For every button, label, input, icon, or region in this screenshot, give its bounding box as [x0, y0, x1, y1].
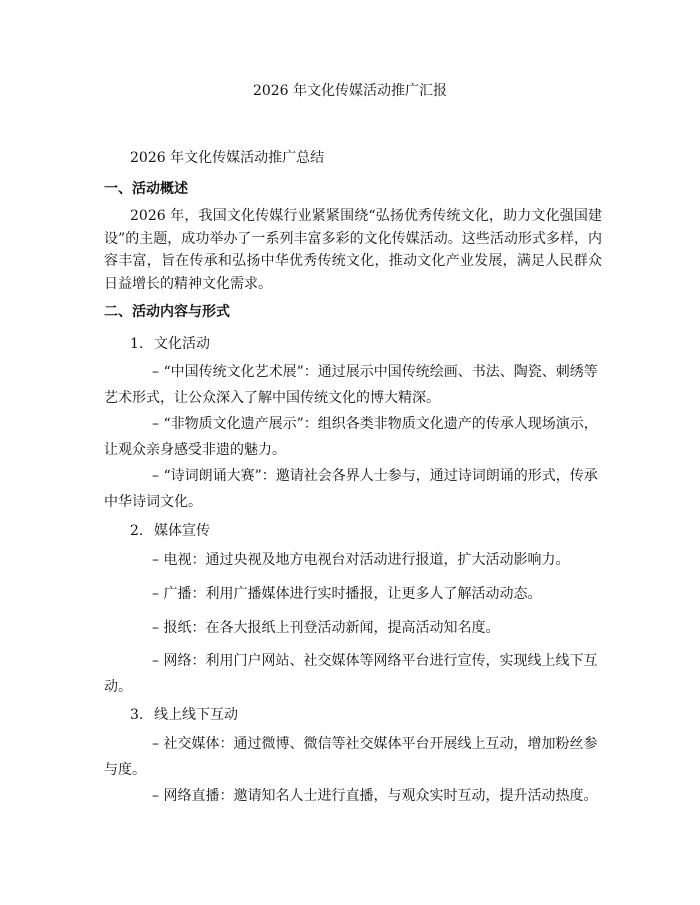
- section-heading-content: 二、活动内容与形式: [104, 304, 230, 320]
- bullet-intangible-heritage: – “非物质文化遗产展示”：组织各类非物质文化遗产的传承人现场演示，让观众亲身感受非遗的魅力。: [104, 416, 598, 458]
- list-item-online-offline-interaction: [130, 704, 238, 724]
- list-item-media-promotion: [130, 520, 210, 540]
- list-item-number: 2.: [130, 523, 144, 539]
- list-item-cultural-activities: [130, 333, 210, 353]
- bullet-social-media: – 社交媒体：通过微博、微信等社交媒体平台开展线上互动，增加粉丝参与度。: [104, 736, 598, 778]
- document-title: 2026 年文化传媒活动推广汇报: [252, 83, 448, 99]
- list-item-label: 文化活动: [154, 336, 210, 352]
- list-item-label: 媒体宣传: [154, 523, 210, 539]
- bullet-art-exhibition: – “中国传统文化艺术展”：通过展示中国传统绘画、书法、陶瓷、刺绣等艺术形式，让公众深入了解中国传统文化的博大精深。: [104, 364, 598, 406]
- bullet-television: – 电视：通过央视及地方电视台对活动进行报道，扩大活动影响力。: [152, 552, 570, 568]
- section-heading-overview: 一、活动概述: [104, 181, 188, 197]
- document-subtitle: 2026 年文化传媒活动推广总结: [130, 150, 325, 166]
- bullet-internet: – 网络：利用门户网站、社交媒体等网络平台进行宣传，实现线上线下互动。: [104, 653, 598, 695]
- bullet-radio: – 广播：利用广播媒体进行实时播报，让更多人了解活动动态。: [152, 586, 542, 602]
- list-item-label: 线上线下互动: [154, 707, 238, 723]
- list-item-number: 1.: [130, 336, 144, 352]
- bullet-poetry-contest: – “诗词朗诵大赛”：邀请社会各界人士参与，通过诗词朗诵的形式，传承中华诗词文化。: [104, 468, 598, 510]
- bullet-live-streaming: – 网络直播：邀请知名人士进行直播，与观众实时互动，提升活动热度。: [152, 788, 598, 804]
- bullet-newspaper: – 报纸：在各大报纸上刊登活动新闻，提高活动知名度。: [152, 620, 500, 636]
- list-item-number: 3.: [130, 707, 144, 723]
- overview-paragraph: 2026 年，我国文化传媒行业紧紧围绕“弘扬优秀传统文化，助力文化强国建设”的主题，成功举办了一系列丰富多彩的文化传媒活动。这些活动形式多样，内容丰富，旨在传承和弘扬中华优秀传统文化，推动文化产业发展，满足人民群众日益增长的精神文化需求。: [104, 208, 602, 292]
